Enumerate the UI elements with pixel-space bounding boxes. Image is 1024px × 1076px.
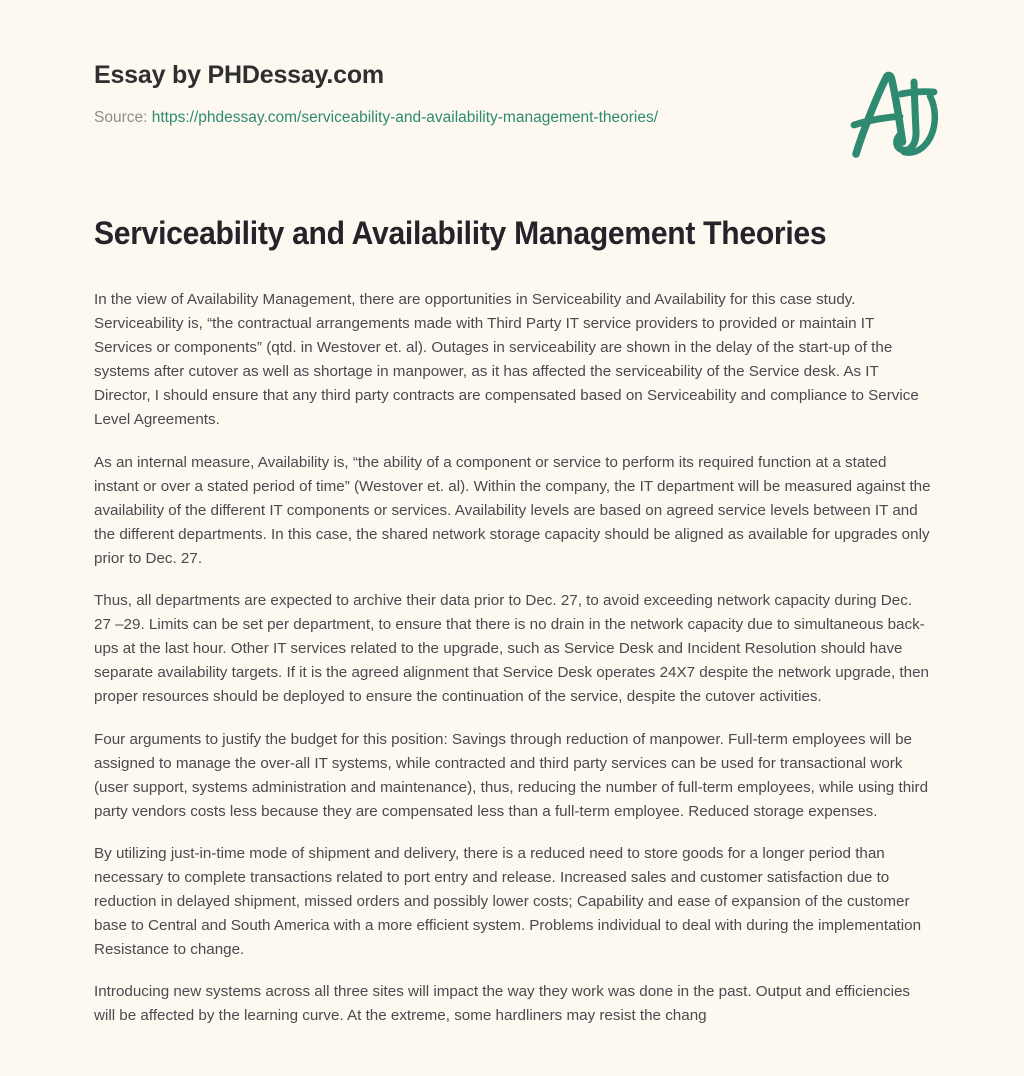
- paragraph: As an internal measure, Availability is, “the ability of a component or service to perform its required function at a stated instant or over a stated period of time” (Westover et. al). Within the company, the IT department will be measured against the availability of the different IT components or services. Availability levels are based on agreed service levels between IT and the different departments. In this case, the shared network storage capacity should be aligned as available for upgrades only prior to Dec. 27.: [94, 453, 931, 567]
- brand-title: Essay by PHDessay.com: [94, 61, 384, 89]
- paragraph: Four arguments to justify the budget for this position: Savings through reduction of manpower. Full-term employees will be assigned to manage the over-all IT systems, while contracted and third party services can be used for transactional work (user support, systems administration and maintenance), thus, reducing the number of full-term employees, while using third party vendors costs less because they are compensated less than a full-term employee. Reduced storage expenses.: [94, 730, 929, 820]
- article: [94, 213, 932, 1029]
- paragraph: By utilizing just-in-time mode of shipment and delivery, there is a reduced need to store goods for a longer period than necessary to complete transactions related to port entry and release. Increased sales and customer satisfaction due to reduction in delayed shipment, missed orders and possibly lower costs; Capability and ease of expansion of the customer base to Central and South America with a more efficient system. Problems individual to deal with during the implementation Resistance to change.: [94, 844, 922, 959]
- source-label: Source:: [94, 108, 148, 126]
- source-url-link[interactable]: https://phdessay.com/serviceability-and-availability-management-theories/: [151, 108, 659, 126]
- page-title: Serviceability and Availability Management Theories: [94, 215, 827, 251]
- paragraph: Thus, all departments are expected to archive their data prior to Dec. 27, to avoid exceeding network capacity during Dec. 27 –29. Limits can be set per department, to ensure that there is no drain in the network capacity due to simultaneous back-ups at the last hour. Other IT services related to the upgrade, such as Service Desk and Incident Resolution should have separate availability targets. If it is the agreed alignment that Service Desk operates 24X7 despite the network upgrade, then proper resources should be deployed to ensure the continuation of the service, despite the cutover activities.: [94, 592, 929, 706]
- aplus-logo-icon: [844, 62, 948, 166]
- source-line: [94, 109, 930, 128]
- paragraph: Introducing new systems across all three sites will impact the way they work was done in the past. Output and efficiencies will be affected by the learning curve. At the extreme, some hardliners may resist the chang: [94, 983, 911, 1025]
- article-body: [94, 288, 932, 1029]
- page-header: [94, 62, 930, 127]
- paragraph: In the view of Availability Management, there are opportunities in Serviceability and Availability for this case study. Serviceability is, “the contractual arrangements made with Third Party IT service providers to provided or maintain IT Services or components” (qtd. in Westover et. al). Outages in serviceability are shown in the delay of the start-up of the systems after cutover as well as shortage in manpower, as it has affected the serviceability of the Service desk. As IT Director, I should ensure that any third party contracts are compensated based on Serviceability and compliance to Service Level Agreements.: [94, 291, 919, 429]
